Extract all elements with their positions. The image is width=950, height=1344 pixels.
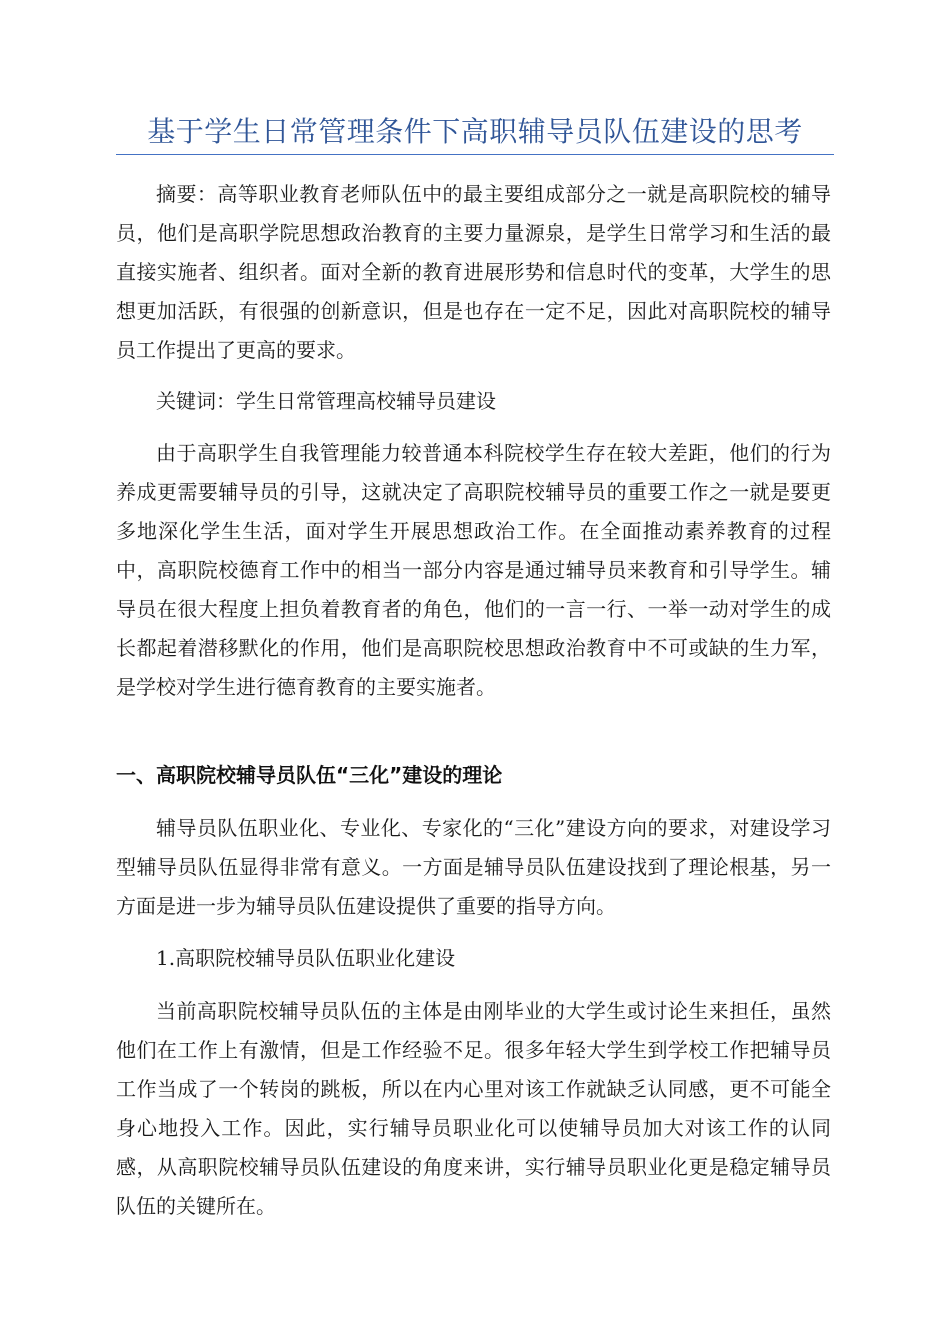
intro-paragraph: 由于高职学生自我管理能力较普通本科院校学生存在较大差距，他们的行为养成更需要辅导员的引导，这就决定了高职院校辅导员的重要工作之一就是要更多地深化学生生活，面对学生开展思想政治工作。在全面推动素养教育的过程中，高职院校德育工作中的相当一部分内容是通过辅导员来教育和引导学生。辅导员在很大程度上担负着教育者的角色，他们的一言一行、一举一动对学生的成长都起着潜移默化的作用，他们是高职院校思想政治教育中不可或缺的生力军，是学校对学生进行德育教育的主要实施者。: [116, 441, 831, 699]
subsection1-paragraph: 当前高职院校辅导员队伍的主体是由刚毕业的大学生或讨论生来担任，虽然他们在工作上有激情，但是工作经验不足。很多年轻大学生到学校工作把辅导员工作当成了一个转岗的跳板，所以在内心里对该工作就缺乏认同感，更不可能全身心地投入工作。因此，实行辅导员职业化可以使辅导员加大对该工作的认同感，从高职院校辅导员队伍建设的角度来讲，实行辅导员职业化更是稳定辅导员队伍的关键所在。: [116, 999, 831, 1218]
keywords-paragraph: 关键词：学生日常管理高校辅导员建设: [156, 389, 496, 413]
section1-heading: 一、高职院校辅导员队伍“三化”建设的理论: [116, 763, 503, 787]
abstract-paragraph: 摘要：高等职业教育老师队伍中的最主要组成部分之一就是高职院校的辅导员，他们是高职学院思想政治教育的主要力量源泉，是学生日常学习和生活的最直接实施者、组织者。面对全新的教育进展形势和信息时代的变革，大学生的思想更加活跃，有很强的创新意识，但是也存在一定不足，因此对高职院校的辅导员工作提出了更高的要求。: [116, 182, 831, 362]
subsection1-heading: 1.高职院校辅导员队伍职业化建设: [156, 946, 456, 970]
section1-paragraph: 辅导员队伍职业化、专业化、专家化的“三化”建设方向的要求，对建设学习型辅导员队伍显得非常有意义。一方面是辅导员队伍建设找到了理论根基，另一方面是进一步为辅导员队伍建设提供了重要的指导方向。: [116, 816, 831, 918]
title-underline: [116, 154, 834, 155]
document-title: 基于学生日常管理条件下高职辅导员队伍建设的思考: [147, 115, 803, 148]
